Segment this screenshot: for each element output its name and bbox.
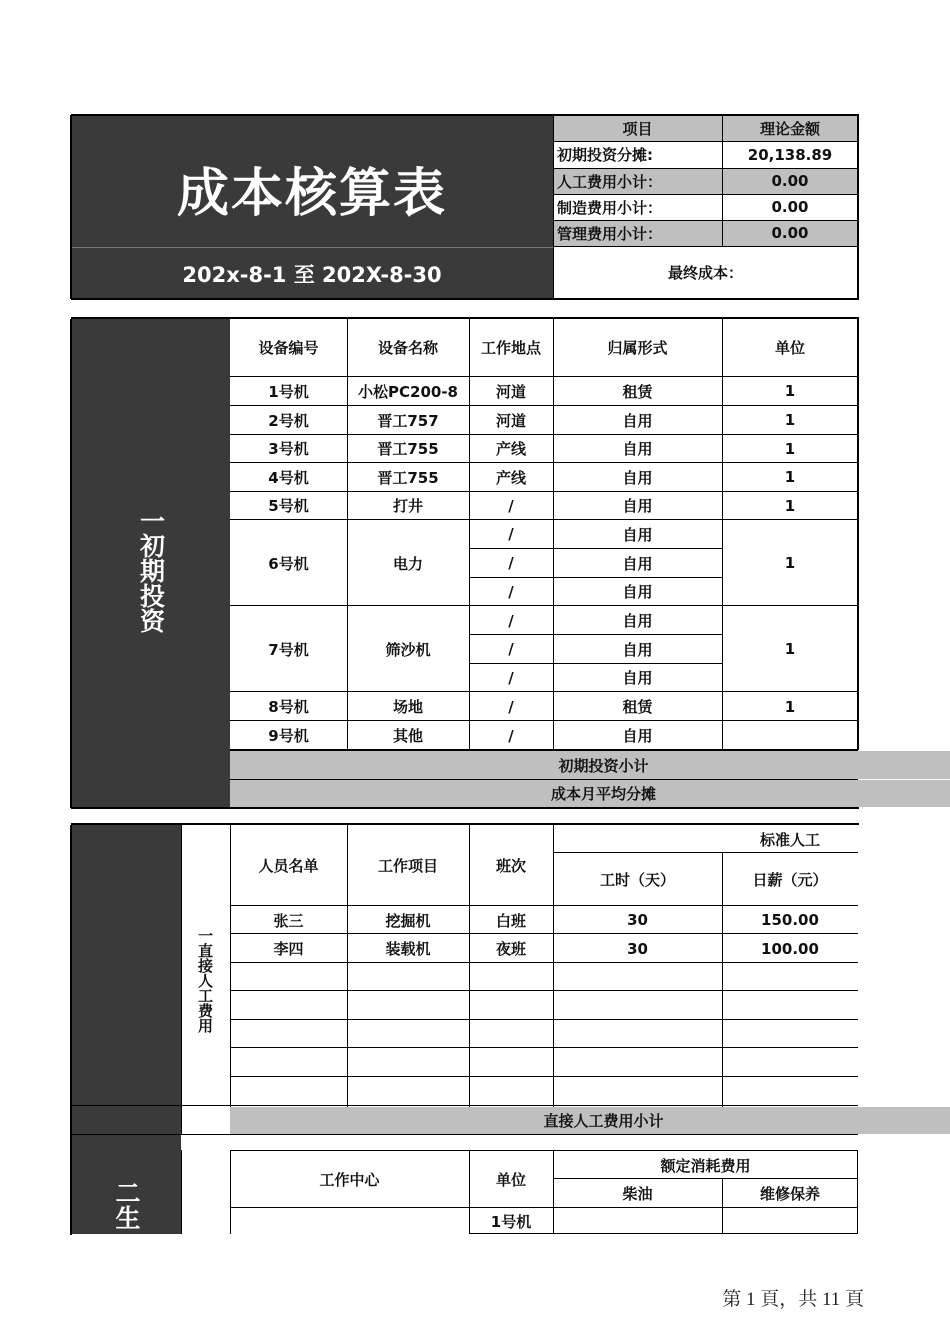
device-unit: 1 — [784, 697, 796, 716]
summary-value: 20,138.89 — [747, 145, 833, 164]
summary-value: 0.00 — [771, 198, 809, 216]
device-place: / — [508, 611, 514, 630]
work-days: 30 — [627, 939, 648, 958]
device-place: / — [508, 668, 514, 687]
col-header: 柴油 — [622, 1185, 653, 1203]
final-cost-label: 最终成本： — [667, 264, 743, 282]
section1-side-label: 一初期投资 — [136, 507, 166, 633]
device-name: 筛沙机 — [385, 640, 431, 659]
investment-subtotal-label: 初期投资小计 — [558, 756, 649, 775]
device-type: 自用 — [622, 554, 653, 573]
monthly-allocation-label: 成本月平均分摊 — [550, 785, 656, 803]
page-footer: 第 1 頁，共 11 頁 — [722, 1289, 864, 1310]
summary-label: 人工费用小计： — [557, 172, 663, 191]
device-unit: 1 — [784, 439, 796, 458]
device-place: / — [508, 640, 514, 658]
device-place: / — [508, 496, 514, 515]
col-header: 人员名单 — [258, 856, 319, 875]
device-name: 晋工757 — [377, 411, 439, 430]
device-no: 2号机 — [268, 411, 309, 430]
daily-wage: 100.00 — [761, 939, 819, 958]
device-type: 自用 — [622, 440, 653, 458]
device-no: 9号机 — [268, 727, 309, 745]
device-unit: 1 — [784, 496, 796, 515]
summary-label: 初期投资分摊: — [557, 146, 653, 164]
device-place: / — [508, 726, 514, 745]
device-type: 自用 — [622, 583, 653, 601]
device-unit: 1 — [784, 411, 796, 429]
device-place: / — [508, 582, 514, 601]
device-type: 自用 — [622, 612, 653, 630]
device-place: 河道 — [495, 411, 526, 430]
device-type: 自用 — [622, 525, 653, 544]
device-name: 场地 — [392, 698, 423, 716]
col-header: 设备编号 — [258, 339, 319, 357]
device-type: 自用 — [622, 411, 653, 430]
device-unit: 1 — [784, 640, 796, 658]
labor-subtotal-label: 直接人工费用小计 — [543, 1112, 664, 1130]
device-place: 产线 — [495, 440, 526, 458]
col-header: 工作项目 — [377, 856, 438, 875]
col-header: 工作地点 — [480, 339, 541, 357]
device-name: 其他 — [392, 727, 423, 745]
device-name: 小松PC200-8 — [358, 382, 458, 401]
unit-cell: 1号机 — [490, 1212, 532, 1231]
work-days: 30 — [627, 911, 648, 929]
device-place: / — [508, 697, 514, 716]
device-name: 晋工755 — [377, 468, 439, 487]
daily-wage: 150.00 — [761, 911, 819, 929]
device-type: 自用 — [622, 669, 653, 687]
device-type: 自用 — [622, 727, 653, 745]
device-no: 5号机 — [268, 497, 309, 515]
device-unit — [722, 721, 858, 750]
device-place: 河道 — [495, 382, 526, 401]
col-header: 日薪（元） — [752, 870, 828, 889]
col-header: 工时（天） — [599, 870, 675, 889]
device-no: 1号机 — [268, 382, 309, 401]
device-place: / — [508, 525, 514, 543]
col-header: 班次 — [495, 856, 526, 875]
unit-header: 单位 — [495, 1171, 526, 1189]
work-center-header: 工作中心 — [319, 1171, 380, 1189]
summary-header-item: 项目 — [622, 119, 653, 138]
device-type: 租赁 — [622, 382, 653, 401]
device-type: 自用 — [622, 468, 653, 487]
summary-value: 0.00 — [771, 224, 809, 242]
device-type: 自用 — [622, 497, 653, 515]
col-header: 设备名称 — [377, 339, 438, 357]
device-place: / — [508, 554, 514, 572]
page-title: 成本核算表 — [176, 163, 447, 224]
work-item: 装载机 — [385, 940, 431, 958]
summary-label: 管理费用小计： — [557, 224, 663, 243]
shift: 夜班 — [495, 940, 526, 958]
device-name: 电力 — [392, 554, 423, 573]
device-type: 租赁 — [622, 698, 653, 716]
device-unit: 1 — [784, 382, 796, 400]
summary-value: 0.00 — [771, 172, 809, 190]
staff-name: 张三 — [273, 911, 304, 930]
shift: 白班 — [495, 911, 526, 930]
device-name: 晋工755 — [377, 440, 439, 458]
device-no: 8号机 — [268, 698, 309, 716]
device-unit: 1 — [784, 554, 796, 572]
staff-name: 李四 — [273, 940, 304, 958]
summary-header-amount: 理论金额 — [759, 119, 820, 138]
col-header: 维修保养 — [759, 1185, 820, 1203]
device-unit: 1 — [784, 468, 796, 486]
section2-side-label: 一直接人工费用 — [196, 927, 214, 1033]
device-no: 6号机 — [268, 554, 309, 573]
device-no: 3号机 — [268, 440, 309, 458]
device-no: 7号机 — [268, 640, 309, 659]
standard-labor-header: 标准人工 — [760, 830, 821, 849]
device-type: 自用 — [622, 640, 653, 659]
device-place: 产线 — [495, 468, 526, 487]
summary-label: 制造费用小计： — [557, 198, 663, 217]
device-name: 打井 — [392, 497, 423, 515]
period-label: 202x-8-1 至 202X-8-30 — [182, 263, 442, 287]
device-no: 4号机 — [268, 468, 309, 487]
section3-side-label: 二生 — [112, 1180, 141, 1230]
work-item: 挖掘机 — [385, 911, 431, 930]
col-header: 归属形式 — [607, 339, 668, 357]
rated-consumption-header: 额定消耗费用 — [660, 1156, 751, 1175]
col-header: 单位 — [774, 339, 805, 357]
